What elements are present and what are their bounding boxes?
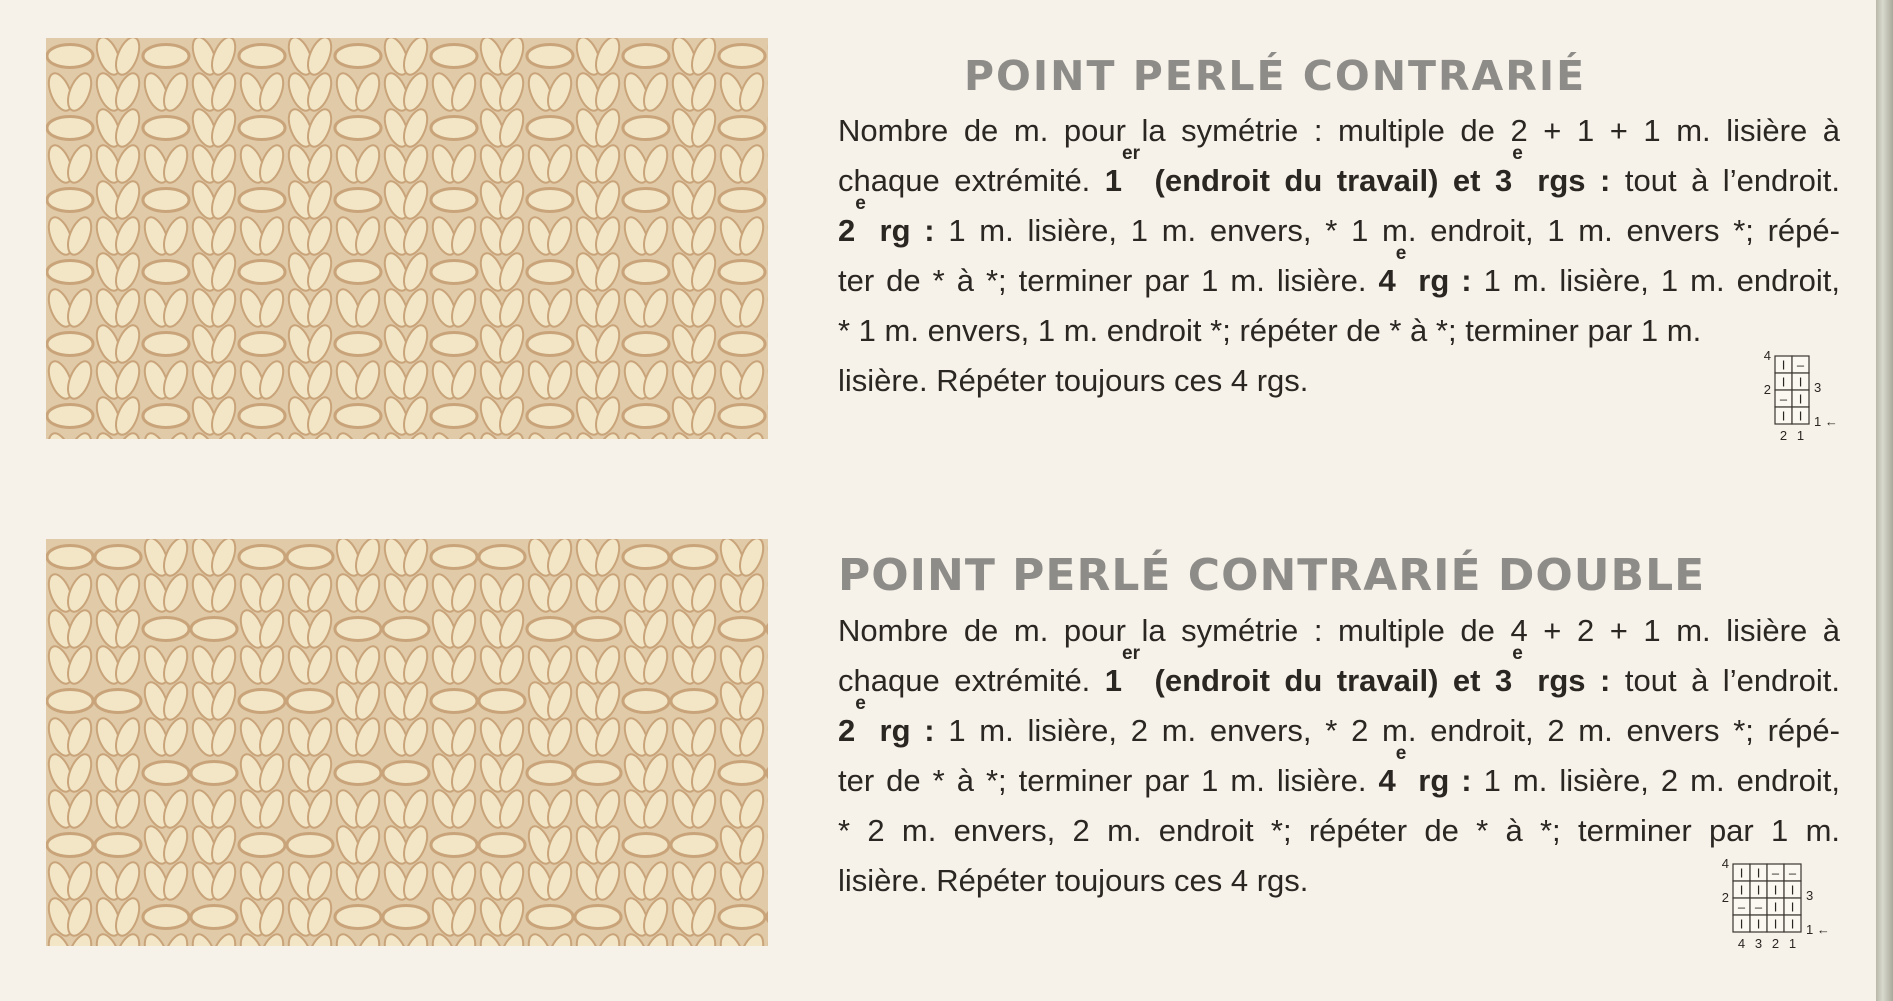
purl-bump bbox=[623, 833, 669, 856]
instruction-line: Nombre de m. pour la symétrie : multiple de 4 + 2 + 1 m. lisière à bbox=[838, 613, 1840, 648]
knit-leg bbox=[764, 286, 768, 330]
pattern-section-2 bbox=[838, 552, 1840, 906]
knit-leg bbox=[159, 931, 192, 946]
chart-symbol: I bbox=[1756, 882, 1761, 898]
instruction-line: chaque extrémité. 1er (endroit du travail) et 3e rgs : tout à l’endroit. bbox=[838, 643, 1840, 698]
stitch-chart-1 bbox=[1755, 348, 1843, 446]
purl-bump bbox=[431, 545, 477, 568]
chart-symbol: – bbox=[1796, 357, 1805, 373]
purl-bump bbox=[239, 404, 285, 427]
purl-bump bbox=[527, 188, 573, 211]
pattern-section-1 bbox=[838, 52, 1840, 406]
purl-bump bbox=[719, 404, 765, 427]
chart-symbol: I bbox=[1773, 899, 1778, 915]
chart-row-number: 3 bbox=[1806, 888, 1814, 903]
purl-bump bbox=[335, 188, 381, 211]
purl-bump bbox=[383, 761, 429, 784]
purl-bump bbox=[527, 44, 573, 67]
chart-column-number: 2 bbox=[1779, 428, 1788, 443]
knit-leg bbox=[764, 430, 768, 439]
purl-bump bbox=[431, 833, 477, 856]
knit-leg bbox=[764, 358, 768, 402]
instruction-line: Nombre de m. pour la symétrie : multiple de 2 + 1 + 1 m. lisière à bbox=[838, 113, 1840, 148]
purl-bump bbox=[239, 689, 285, 712]
purl-bump bbox=[623, 545, 669, 568]
swatch-texture-1 bbox=[46, 38, 768, 439]
knit-leg bbox=[63, 430, 96, 439]
purl-bump bbox=[671, 689, 717, 712]
purl-bump bbox=[47, 404, 93, 427]
purl-bump bbox=[47, 188, 93, 211]
purl-bump bbox=[95, 689, 141, 712]
stitch-chart-2 bbox=[1713, 856, 1835, 954]
knit-leg bbox=[524, 430, 557, 439]
purl-bump bbox=[335, 44, 381, 67]
purl-bump bbox=[191, 905, 237, 928]
purl-bump bbox=[767, 617, 768, 640]
chart-row-number: 4 bbox=[1763, 348, 1771, 363]
purl-bump bbox=[479, 833, 525, 856]
chart-column-number: 4 bbox=[1737, 936, 1746, 951]
chart-column-number: 2 bbox=[1771, 936, 1780, 951]
knit-leg bbox=[764, 787, 768, 831]
chart-symbol: I bbox=[1798, 374, 1803, 390]
chart-column-number: 1 bbox=[1796, 428, 1805, 443]
knit-swatch-photo-1 bbox=[46, 38, 768, 439]
stitch-chart-svg bbox=[1713, 856, 1835, 954]
purl-bump bbox=[767, 905, 768, 928]
knit-leg bbox=[639, 430, 672, 439]
purl-bump bbox=[383, 905, 429, 928]
purl-bump bbox=[47, 833, 93, 856]
purl-bump bbox=[143, 332, 189, 355]
chart-symbol: I bbox=[1781, 374, 1786, 390]
chart-symbol: – bbox=[1779, 391, 1788, 407]
instruction-line: lisière. Répéter toujours ces 4 rgs. bbox=[838, 863, 1309, 898]
purl-bump bbox=[143, 404, 189, 427]
purl-bump bbox=[47, 545, 93, 568]
purl-bump bbox=[431, 116, 477, 139]
purl-bump bbox=[431, 44, 477, 67]
knit-leg bbox=[764, 859, 768, 903]
purl-bump bbox=[287, 833, 333, 856]
purl-bump bbox=[767, 761, 768, 784]
chart-row-number: 1 ← bbox=[1806, 922, 1830, 937]
chart-symbol: I bbox=[1773, 916, 1778, 932]
instruction-line: * 1 m. envers, 1 m. endroit *; répéter de * à *; terminer par 1 m. bbox=[838, 313, 1702, 348]
purl-bump bbox=[143, 44, 189, 67]
purl-bump bbox=[623, 260, 669, 283]
purl-bump bbox=[527, 260, 573, 283]
knit-leg bbox=[159, 430, 192, 439]
purl-bump bbox=[383, 617, 429, 640]
knit-leg bbox=[351, 430, 384, 439]
knit-leg bbox=[735, 931, 768, 946]
knit-leg bbox=[140, 430, 173, 439]
purl-bump bbox=[239, 332, 285, 355]
chart-row-number: 4 bbox=[1721, 856, 1729, 871]
purl-bump bbox=[719, 188, 765, 211]
knit-leg bbox=[380, 931, 413, 946]
purl-bump bbox=[143, 905, 189, 928]
purl-bump bbox=[719, 617, 765, 640]
stitch-chart-svg bbox=[1755, 348, 1843, 446]
chart-row-number: 2 bbox=[1763, 382, 1771, 397]
purl-bump bbox=[719, 260, 765, 283]
instruction-line: ter de * à *; terminer par 1 m. lisière. 4e rg : 1 m. lisière, 2 m. endroit, bbox=[838, 743, 1840, 798]
purl-bump bbox=[575, 905, 621, 928]
purl-bump bbox=[431, 260, 477, 283]
purl-bump bbox=[527, 332, 573, 355]
purl-bump bbox=[47, 44, 93, 67]
purl-bump bbox=[143, 260, 189, 283]
knit-leg bbox=[188, 931, 221, 946]
instruction-line: lisière. Répéter toujours ces 4 rgs. bbox=[838, 363, 1309, 398]
chart-symbol: I bbox=[1790, 899, 1795, 915]
chart-symbol: I bbox=[1781, 408, 1786, 424]
knit-leg bbox=[332, 931, 365, 946]
purl-bump bbox=[287, 689, 333, 712]
knit-leg bbox=[764, 214, 768, 258]
knit-leg bbox=[140, 931, 173, 946]
purl-bump bbox=[335, 905, 381, 928]
purl-bump bbox=[143, 617, 189, 640]
purl-bump bbox=[671, 833, 717, 856]
purl-bump bbox=[719, 905, 765, 928]
purl-bump bbox=[335, 617, 381, 640]
chart-symbol: I bbox=[1798, 391, 1803, 407]
knit-leg bbox=[764, 571, 768, 615]
purl-bump bbox=[335, 761, 381, 784]
instruction-line: chaque extrémité. 1er (endroit du travail) et 3e rgs : tout à l’endroit. bbox=[838, 143, 1840, 198]
chart-row-number: 2 bbox=[1721, 890, 1729, 905]
pattern-instructions bbox=[838, 606, 1840, 906]
knit-leg bbox=[764, 823, 768, 867]
instruction-line: * 2 m. envers, 2 m. endroit *; répéter de * à *; terminer par 1 m. bbox=[838, 813, 1840, 848]
knit-leg bbox=[591, 931, 624, 946]
purl-bump bbox=[623, 689, 669, 712]
knit-leg bbox=[735, 430, 768, 439]
purl-bump bbox=[47, 689, 93, 712]
chart-symbol: I bbox=[1790, 916, 1795, 932]
knit-leg bbox=[236, 430, 269, 439]
knit-swatch-photo-2 bbox=[46, 539, 768, 946]
purl-bump bbox=[527, 617, 573, 640]
knit-leg bbox=[399, 931, 432, 946]
purl-bump bbox=[335, 116, 381, 139]
chart-symbol: I bbox=[1739, 865, 1744, 881]
purl-bump bbox=[527, 905, 573, 928]
purl-bump bbox=[239, 545, 285, 568]
purl-bump bbox=[95, 545, 141, 568]
purl-bump bbox=[527, 116, 573, 139]
purl-bump bbox=[431, 188, 477, 211]
purl-bump bbox=[47, 116, 93, 139]
purl-bump bbox=[287, 545, 333, 568]
pattern-title: POINT PERLÉ CONTRARIÉ DOUBLE bbox=[838, 550, 1706, 601]
purl-bump bbox=[623, 188, 669, 211]
purl-bump bbox=[335, 260, 381, 283]
knit-leg bbox=[572, 931, 605, 946]
purl-bump bbox=[95, 833, 141, 856]
chart-column-number: 3 bbox=[1754, 936, 1763, 951]
purl-bump bbox=[671, 545, 717, 568]
purl-bump bbox=[623, 116, 669, 139]
instruction-line: ter de * à *; terminer par 1 m. lisière. 4e rg : 1 m. lisière, 1 m. endroit, bbox=[838, 243, 1840, 298]
purl-bump bbox=[239, 44, 285, 67]
purl-bump bbox=[623, 404, 669, 427]
chart-symbol: I bbox=[1798, 408, 1803, 424]
purl-bump bbox=[335, 404, 381, 427]
knit-leg bbox=[716, 931, 749, 946]
purl-bump bbox=[479, 689, 525, 712]
chart-symbol: – bbox=[1754, 899, 1763, 915]
knit-leg bbox=[764, 715, 768, 759]
knit-leg bbox=[764, 679, 768, 723]
purl-bump bbox=[239, 116, 285, 139]
purl-bump bbox=[575, 617, 621, 640]
purl-bump bbox=[623, 44, 669, 67]
knit-leg bbox=[332, 430, 365, 439]
knit-leg bbox=[255, 430, 288, 439]
chart-symbol: I bbox=[1739, 882, 1744, 898]
knit-leg bbox=[428, 430, 461, 439]
purl-bump bbox=[719, 116, 765, 139]
purl-bump bbox=[623, 332, 669, 355]
swatch-texture-2 bbox=[46, 539, 768, 946]
purl-bump bbox=[143, 116, 189, 139]
chart-row-number: 3 bbox=[1814, 380, 1822, 395]
purl-bump bbox=[479, 545, 525, 568]
purl-bump bbox=[527, 404, 573, 427]
purl-bump bbox=[239, 188, 285, 211]
purl-bump bbox=[719, 761, 765, 784]
knit-leg bbox=[764, 142, 768, 186]
purl-bump bbox=[143, 761, 189, 784]
knit-leg bbox=[716, 430, 749, 439]
chart-column-number: 1 bbox=[1788, 936, 1797, 951]
chart-symbol: I bbox=[1756, 865, 1761, 881]
purl-bump bbox=[191, 761, 237, 784]
knit-leg bbox=[764, 931, 768, 946]
knit-leg bbox=[543, 931, 576, 946]
chart-symbol: I bbox=[1790, 882, 1795, 898]
purl-bump bbox=[47, 260, 93, 283]
chart-symbol: – bbox=[1771, 865, 1780, 881]
purl-bump bbox=[191, 617, 237, 640]
instruction-line: 2e rg : 1 m. lisière, 2 m. envers, * 2 m. endroit, 2 m. envers *; répé- bbox=[838, 693, 1840, 748]
purl-bump bbox=[431, 689, 477, 712]
chart-symbol: I bbox=[1773, 882, 1778, 898]
page-edge bbox=[1876, 0, 1893, 1001]
pattern-instructions bbox=[838, 106, 1840, 406]
purl-bump bbox=[719, 44, 765, 67]
knit-leg bbox=[351, 931, 384, 946]
knit-leg bbox=[764, 539, 768, 579]
chart-symbol: I bbox=[1781, 357, 1786, 373]
purl-bump bbox=[719, 332, 765, 355]
knit-leg bbox=[543, 430, 576, 439]
purl-bump bbox=[47, 332, 93, 355]
purl-bump bbox=[575, 761, 621, 784]
purl-bump bbox=[143, 188, 189, 211]
knit-leg bbox=[207, 931, 240, 946]
knit-leg bbox=[447, 430, 480, 439]
purl-bump bbox=[527, 761, 573, 784]
purl-bump bbox=[335, 332, 381, 355]
chart-symbol: – bbox=[1788, 865, 1797, 881]
knit-leg bbox=[46, 430, 77, 439]
knit-leg bbox=[764, 70, 768, 114]
chart-symbol: I bbox=[1756, 916, 1761, 932]
purl-bump bbox=[431, 332, 477, 355]
knit-leg bbox=[764, 643, 768, 687]
chart-symbol: – bbox=[1737, 899, 1746, 915]
pattern-title: POINT PERLÉ CONTRARIÉ bbox=[964, 52, 1587, 100]
purl-bump bbox=[239, 833, 285, 856]
knit-leg bbox=[524, 931, 557, 946]
instruction-line: 2e rg : 1 m. lisière, 1 m. envers, * 1 m. endroit, 1 m. envers *; répé- bbox=[838, 193, 1840, 248]
chart-row-number: 1 ← bbox=[1814, 414, 1838, 429]
purl-bump bbox=[239, 260, 285, 283]
knit-leg bbox=[620, 430, 653, 439]
purl-bump bbox=[431, 404, 477, 427]
chart-symbol: I bbox=[1739, 916, 1744, 932]
